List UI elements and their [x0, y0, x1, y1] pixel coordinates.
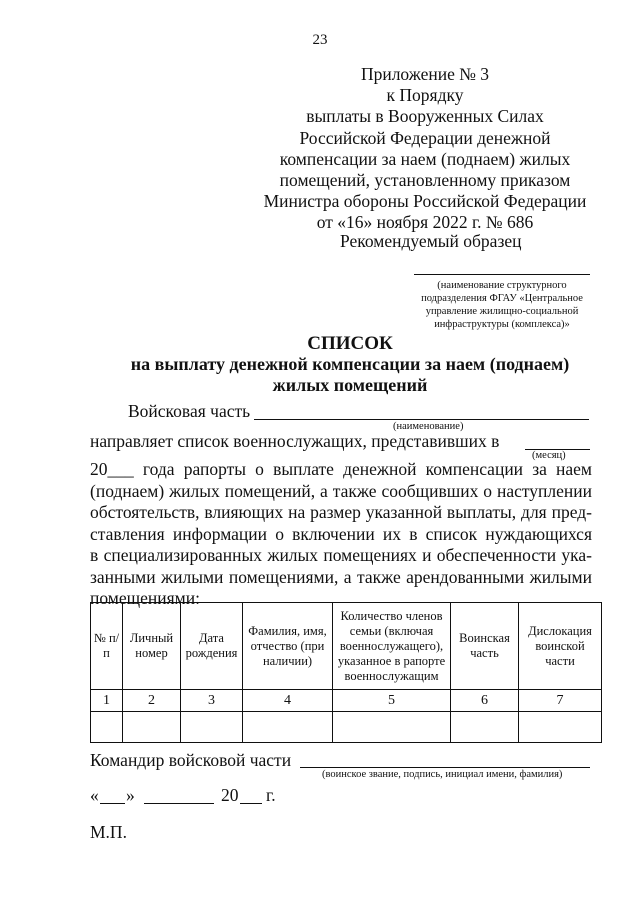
table-header-row [91, 603, 602, 690]
year-prefix: 20 [221, 785, 239, 805]
page-number: 23 [312, 32, 328, 48]
appendix-line: Российской Федерации денежной [299, 127, 551, 148]
appendix-block [260, 64, 590, 234]
table-header-cell: № п/п [91, 603, 123, 690]
column-number: 2 [123, 690, 181, 712]
table-cell [91, 712, 123, 743]
appendix-line: от «16» ноября 2022 г. № 686 [316, 212, 534, 233]
table-header-cell: Количество членов семьи (включая военнослужащего), указанное в рапорте военнослужащим [333, 603, 451, 690]
stamp-label: М.П. [90, 822, 127, 842]
caption-line: подразделения ФГАУ «Центральное [421, 293, 583, 304]
appendix-line: к Порядку [386, 85, 464, 106]
unit-name-blank [254, 419, 589, 420]
paragraph-line: ставления информации о включении их в список нуждающихся [90, 523, 592, 544]
date-open-quote: « [90, 785, 99, 805]
table-header-cell: Фамилия, имя, отчество (при наличии) [243, 603, 333, 690]
unit-name-caption: (наименование) [393, 421, 464, 432]
paragraph-line: 20___ года рапорты о выплате денежной компенсации за наем [90, 459, 592, 479]
table-header-cell: Дата рождения [181, 603, 243, 690]
paragraph-line: занными жилыми помещениями, а также арендованными жилыми [90, 566, 592, 587]
table-cell [181, 712, 243, 743]
body-paragraph [90, 459, 592, 610]
column-number: 1 [91, 690, 123, 712]
commander-caption: (воинское звание, подпись, инициал имени, фамилия) [322, 769, 563, 780]
appendix-line: Приложение № 3 [360, 64, 490, 84]
month-name-blank [144, 803, 214, 804]
commander-label: Командир войсковой части [90, 750, 292, 770]
table-row [91, 690, 602, 712]
table-header-cell: Личный номер [123, 603, 181, 690]
unit-label: Войсковая часть [128, 401, 251, 421]
paragraph-line: (поднаем) жилых помещений, а также сообщивших о наступлении [90, 480, 592, 501]
column-number: 3 [181, 690, 243, 712]
subdivision-blank-line [414, 274, 590, 275]
caption-line: управление жилищно-социальной [425, 306, 579, 317]
caption-line: (наименование структурного [437, 280, 567, 291]
paragraph-line: обстоятельств, влияющих на размер указанной выплаты, для пред- [90, 502, 592, 522]
appendix-line: Министра обороны Российской Федерации [263, 191, 587, 212]
subdivision-caption [404, 279, 600, 331]
day-blank [100, 803, 125, 804]
year-suffix: г. [266, 785, 276, 805]
column-number: 6 [451, 690, 519, 712]
year-blank [240, 803, 262, 804]
employees-table [90, 602, 602, 743]
paragraph-line: в специализированных жилых помещениях и обеспеченности ука- [90, 545, 592, 565]
commander-blank [300, 767, 590, 768]
sample-label: Рекомендуемый образец [340, 231, 522, 251]
appendix-line: помещений, установленному приказом [279, 170, 571, 191]
title-main: СПИСОК [307, 333, 393, 354]
table-row [91, 712, 602, 743]
title-line: жилых помещений [272, 375, 428, 395]
caption-line: инфраструктуры (комплекса)» [434, 319, 570, 330]
table-cell [519, 712, 602, 743]
appendix-line: компенсации за наем (поднаем) жилых [279, 148, 571, 169]
table-cell [451, 712, 519, 743]
appendix-line: выплаты в Вооруженных Силах [306, 106, 544, 127]
column-number: 5 [333, 690, 451, 712]
column-number: 4 [243, 690, 333, 712]
paragraph-line: помещениями: [90, 588, 200, 608]
document-title [0, 333, 640, 396]
date-close-quote: » [126, 785, 135, 805]
table-header-cell: Дислокация воинской части [519, 603, 602, 690]
sends-text: направляет список военнослужащих, представивших в [90, 431, 500, 451]
title-line: на выплату денежной компенсации за наем (поднаем) [130, 354, 570, 374]
column-number: 7 [519, 690, 602, 712]
table-header-cell: Воинская часть [451, 603, 519, 690]
month-caption: (месяц) [532, 450, 566, 461]
table-cell [123, 712, 181, 743]
table-cell [243, 712, 333, 743]
table-cell [333, 712, 451, 743]
